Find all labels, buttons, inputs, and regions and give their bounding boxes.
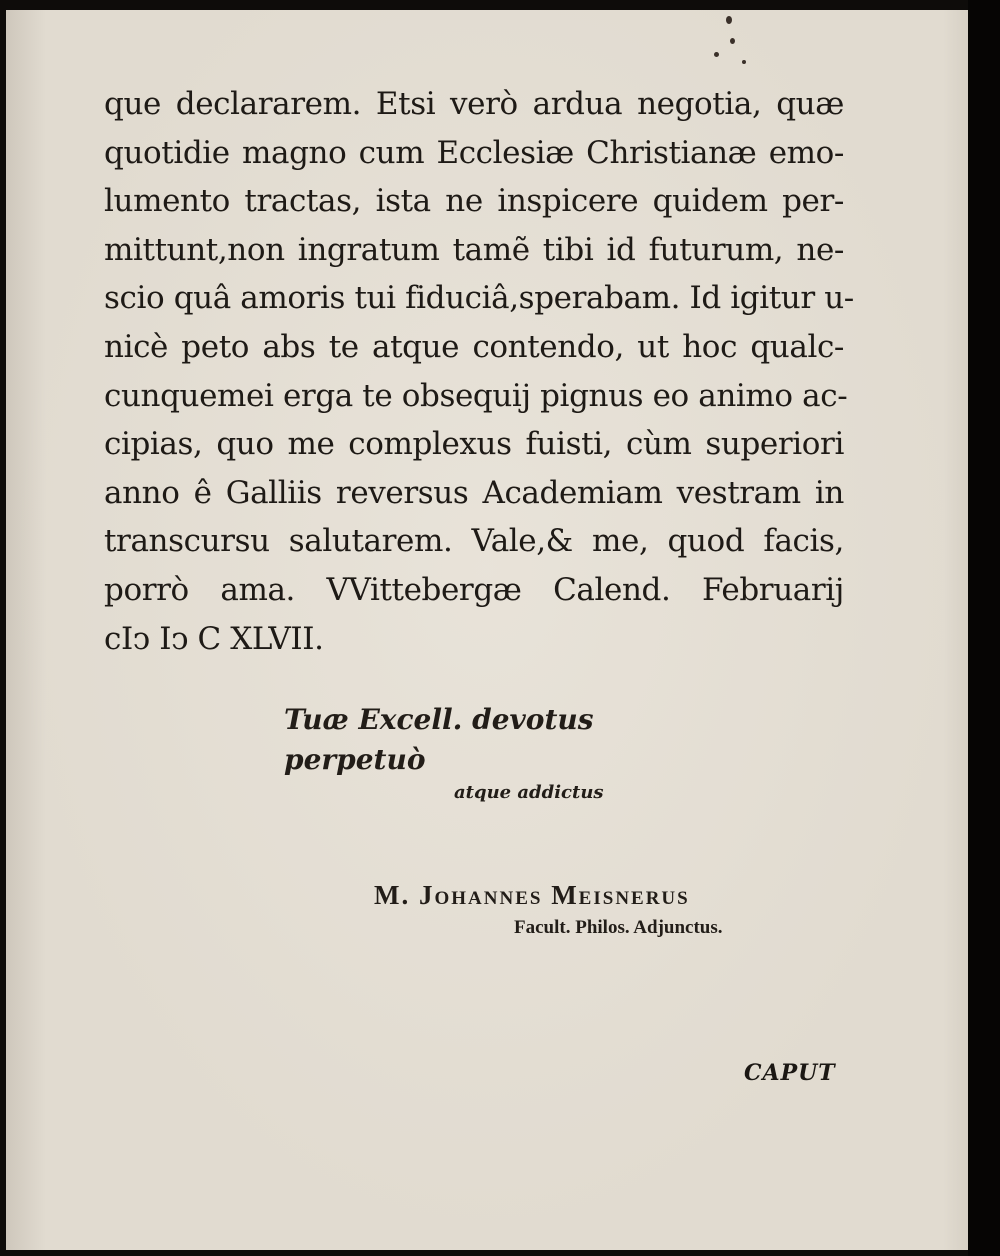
text-line: anno ê Galliis reversus Academiam vestram in bbox=[104, 474, 844, 511]
document-page bbox=[6, 10, 968, 1250]
signature-block bbox=[374, 876, 723, 942]
date-line: cIↄ Iↄ C XLVII. bbox=[104, 620, 324, 657]
text-line: mittunt,non ingratum tamẽ tibi id futurum, ne- bbox=[104, 231, 844, 268]
text-line: lumento tractas, ista ne inspicere quidem per- bbox=[104, 183, 844, 220]
scan-edge bbox=[968, 0, 1000, 1256]
text-line: scio quâ amoris tui fiduciâ,sperabam. Id igitur u- bbox=[104, 280, 854, 317]
body-text bbox=[104, 80, 854, 663]
closing-line: atque addictus bbox=[454, 782, 604, 803]
text-line: que declararem. Etsi verò ardua negotia, quæ bbox=[104, 86, 844, 122]
text-line: cipias, quo me complexus fuisti, cùm superiori bbox=[104, 426, 844, 463]
text-line: nicè peto abs te atque contendo, ut hoc qualc- bbox=[104, 328, 844, 365]
closing-line: Tuæ Excell. devotus perpetuò bbox=[284, 703, 594, 776]
text-line: transcursu salutarem. Vale,& me, quod facis, bbox=[104, 523, 844, 560]
text-line: quotidie magno cum Ecclesiæ Christianæ emo- bbox=[104, 134, 844, 171]
ink-spot bbox=[742, 60, 746, 64]
signature-name: M. Johannes Meisnerus bbox=[374, 880, 690, 910]
signature-title: Facult. Philos. Adjunctus. bbox=[514, 917, 723, 938]
ink-spot bbox=[714, 52, 719, 57]
catchword: CAPUT bbox=[744, 1060, 836, 1086]
ink-spot bbox=[726, 16, 732, 24]
text-line: cunquemei erga te obsequij pignus eo animo ac- bbox=[104, 377, 848, 414]
closing-salutation bbox=[284, 700, 744, 806]
ink-spot bbox=[730, 38, 735, 44]
text-line: porrò ama. VVittebergæ Calend. Februarij bbox=[104, 571, 844, 608]
